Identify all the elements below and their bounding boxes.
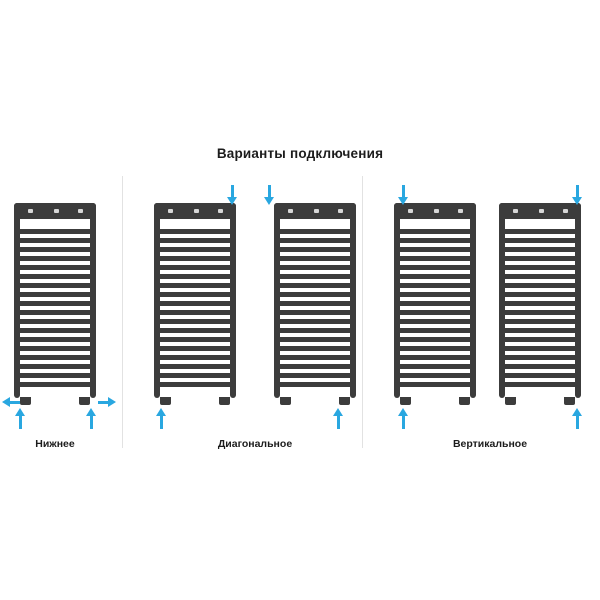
radiator-cap-icon xyxy=(288,209,293,213)
radiator-cap-icon xyxy=(194,209,199,213)
radiator-cap-icon xyxy=(408,209,413,213)
radiator-cap-icon xyxy=(54,209,59,213)
page-title: Варианты подключения xyxy=(216,146,384,161)
radiator-cap-icon xyxy=(563,209,568,213)
group-label-diagonal: Диагональное xyxy=(217,438,293,450)
radiator-cap-icon xyxy=(314,209,319,213)
radiator-cap-icon xyxy=(434,209,439,213)
radiator-foot xyxy=(400,397,411,405)
radiator-cap-icon xyxy=(218,209,223,213)
radiator-top-bar xyxy=(14,203,96,219)
group-label-vertical: Вертикальное xyxy=(452,438,528,450)
radiator-foot xyxy=(160,397,171,405)
radiator-foot xyxy=(459,397,470,405)
radiator-foot xyxy=(564,397,575,405)
radiator-cap-icon xyxy=(338,209,343,213)
radiator-foot xyxy=(79,397,90,405)
radiator-diagonal-1 xyxy=(152,203,238,398)
radiator-cap-icon xyxy=(513,209,518,213)
radiator-cap-icon xyxy=(539,209,544,213)
radiator-top-bar xyxy=(499,203,581,219)
section-divider-1 xyxy=(122,176,123,448)
radiator-bottom-1 xyxy=(12,203,98,398)
radiator-top-bar xyxy=(274,203,356,219)
section-divider-2 xyxy=(362,176,363,448)
radiator-vertical-2 xyxy=(497,203,583,398)
radiator-cap-icon xyxy=(28,209,33,213)
radiator-cap-icon xyxy=(458,209,463,213)
radiator-foot xyxy=(20,397,31,405)
radiator-foot xyxy=(280,397,291,405)
group-label-bottom: Нижнее xyxy=(35,438,75,450)
radiator-vertical-1 xyxy=(392,203,478,398)
radiator-diagonal-2 xyxy=(272,203,358,398)
radiator-top-bar xyxy=(394,203,476,219)
radiator-foot xyxy=(219,397,230,405)
radiator-cap-icon xyxy=(168,209,173,213)
radiator-foot xyxy=(505,397,516,405)
radiator-top-bar xyxy=(154,203,236,219)
radiator-cap-icon xyxy=(78,209,83,213)
radiator-foot xyxy=(339,397,350,405)
